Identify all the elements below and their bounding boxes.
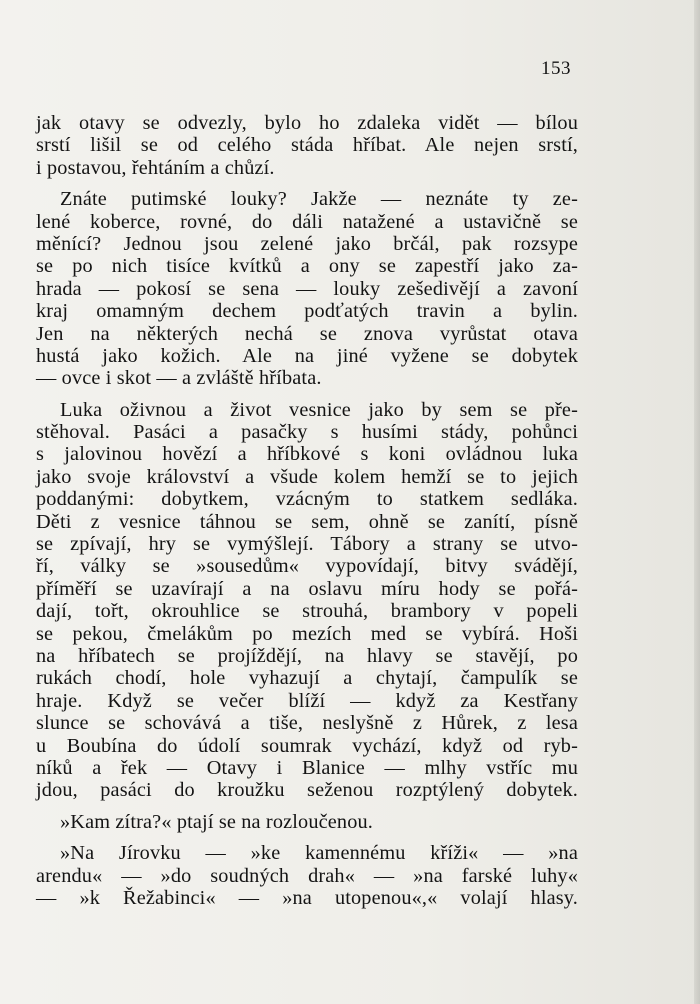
text-line: srstí lišil se od celého stáda hříbat. Ale nejen srstí, — [36, 134, 578, 157]
paragraph — [36, 811, 578, 833]
text-line: Znáte putimské louky? Jakže — neznáte ty ze- — [60, 188, 578, 211]
text-line: jako svoje království a všude kolem hemží se to jejich — [36, 465, 578, 488]
text-line: hustá jako kožich. Ale na jiné vyžene se dobytek — [36, 344, 578, 367]
text-line: stěhoval. Pasáci a pasačky s husími stády, pohůnci — [36, 421, 578, 444]
text-line: — »k Řežabinci« — »na utopenou«,« volají hlasy. — [36, 886, 578, 909]
text-line: příměří se uzavírají a na oslavu míru hody se pořá- — [36, 577, 578, 600]
text-line: dají, tořt, okrouhlice se strouhá, brambory v popeli — [36, 600, 578, 623]
text-line: Děti z vesnice táhnou se sem, ohně se zanítí, písně — [36, 510, 578, 533]
text-line: slunce se schovává a tiše, neslyšně z Hůrek, z lesa — [36, 712, 578, 735]
page-edge-shadow — [694, 0, 700, 1004]
text-line: — ovce i skot — a zvláště hříbata. — [36, 367, 322, 390]
text-line: Jen na některých nechá se znova vyrůstat otava — [36, 322, 578, 345]
text-line: se zpívají, hry se vymýšlejí. Tábory a strany se utvo- — [36, 533, 578, 556]
text-line: se pekou, čmelákům po mezích med se vybírá. Hoši — [36, 622, 578, 645]
text-line: se po nich tisíce kvítků a ony se zapestří jako za- — [36, 255, 578, 278]
text-line: ří, války se »sousedům« vypovídají, bitvy svádějí, — [36, 555, 578, 578]
paragraph — [36, 188, 578, 390]
text-line: i postavou, řehtáním a chůzí. — [36, 156, 275, 179]
text-line: hrada — pokosí se sena — louky zešedivějí a zavoní — [36, 277, 578, 300]
text-line: s jalovinou hovězí a hříbkové s koni ovládnou luka — [36, 443, 578, 466]
text-line: kraj omamným dechem podťatých travin a bylin. — [36, 300, 578, 323]
paragraph — [36, 399, 578, 802]
text-line: jak otavy se odvezly, bylo ho zdaleka vidět — bílou — [36, 112, 578, 134]
paragraph — [36, 842, 578, 909]
text-line: měnící? Jednou jsou zelené jako brčál, pak rozsype — [36, 232, 578, 255]
page-number: 153 — [541, 58, 571, 79]
text-line: rukách chodí, hole vyhazují a chytají, čampulík se — [36, 667, 578, 690]
text-line: lené koberce, rovné, do dáli natažené a ustavičně se — [36, 210, 578, 233]
text-line: poddanými: dobytkem, vzácným to statkem sedláka. — [36, 488, 578, 511]
text-line: jdou, pasáci do kroužku seženou rozptýlený dobytek. — [36, 779, 578, 802]
text-line: níků a řek — Otavy i Blanice — mlhy vstříc mu — [36, 756, 578, 779]
text-line: hraje. Když se večer blíží — když za Kestřany — [36, 689, 578, 712]
text-line: »Na Jírovku — »ke kamennému kříži« — »na — [60, 842, 578, 865]
text-line: na hříbatech se projíždějí, na hlavy se stavějí, po — [36, 644, 578, 667]
paragraph — [36, 112, 578, 179]
body-text — [36, 112, 578, 911]
text-line: »Kam zítra?« ptají se na rozloučenou. — [60, 810, 374, 833]
text-line: arendu« — »do soudných drah« — »na farské luhy« — [36, 864, 578, 887]
text-line: Luka oživnou a život vesnice jako by sem se pře- — [60, 398, 578, 421]
text-line: u Boubína do údolí soumrak vychází, když od ryb- — [36, 734, 578, 757]
